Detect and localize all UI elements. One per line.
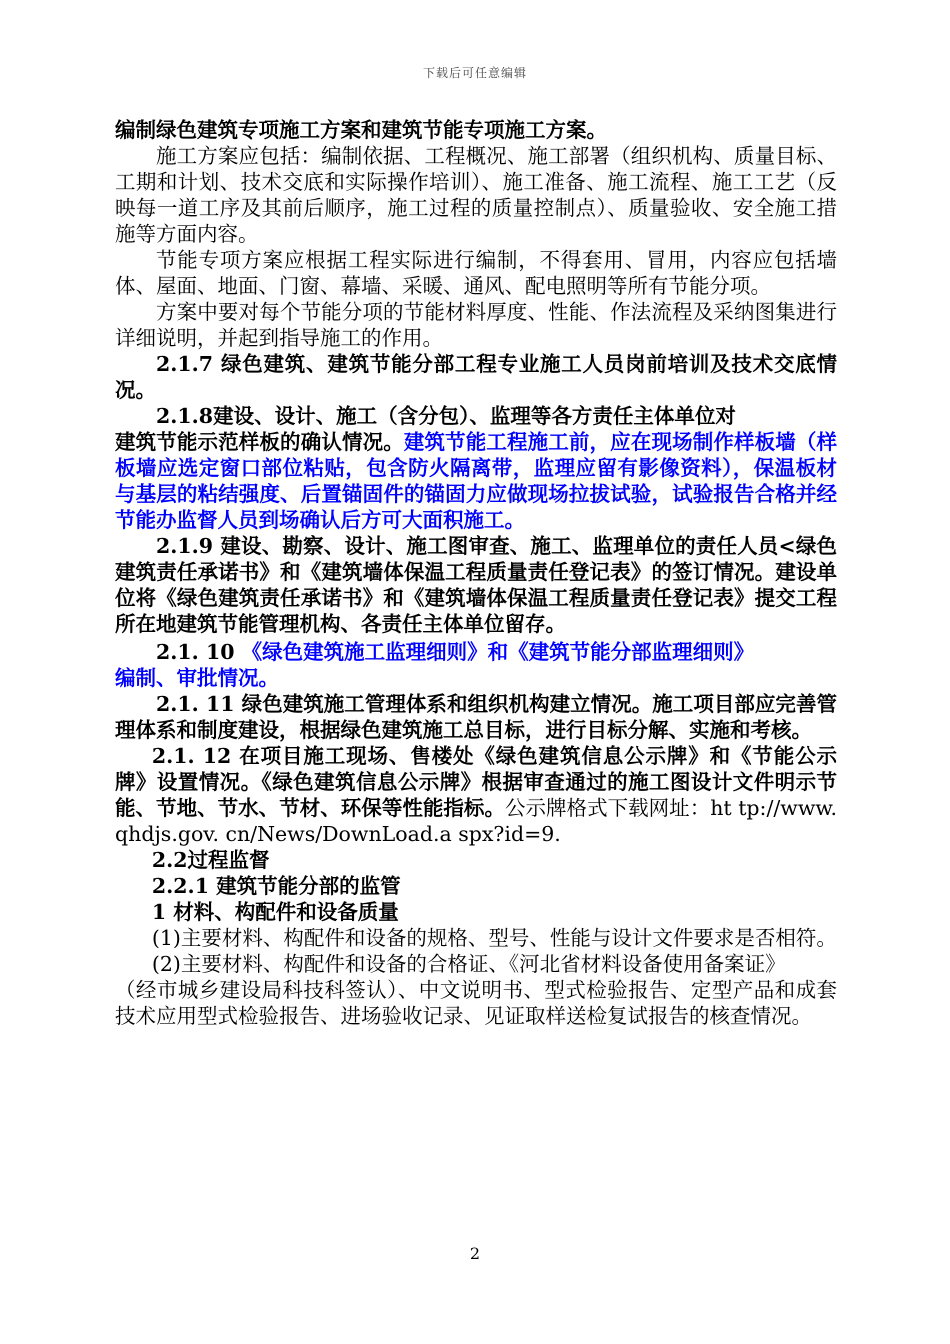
section-2-1-10-line2: 编制、审批情况。 bbox=[115, 666, 279, 690]
page-header: 下载后可任意编辑 bbox=[422, 66, 527, 80]
section-2-1-8-lead: 建筑节能示范样板的确认情况。 bbox=[115, 430, 404, 454]
item-1-specification: (1)主要材料、构配件和设备的规格、型号、性能与设计文件要求是否相符。 bbox=[151, 926, 837, 950]
paragraph-scheme-title: 编制绿色建筑专项施工方案和建筑节能专项施工方案。 bbox=[115, 118, 607, 142]
paragraph-scheme-detail: 方案中要对每个节能分项的节能材料厚度、性能、作法流程及采纳图集进行详细说明，并起到指导施工的作用。 bbox=[115, 300, 837, 350]
section-2-1-11: 2.1. 11 绿色建筑施工管理体系和组织机构建立情况。施工项目部应完善管理体系和制度建设，根据绿色建筑施工总目标，进行目标分解、实施和考核。 bbox=[115, 692, 837, 742]
section-2-1-9: 2.1.9 建设、勘察、设计、施工图审查、施工、监理单位的责任人员<绿色建筑责任承诺书》和《建筑墙体保温工程质量责任登记表》的签订情况。建设单位将《绿色建筑责任承诺书》和《建筑墙体保温工程质量责任登记表》提交工程所在地建筑节能管理机构、各责任主体单位留存。 bbox=[115, 534, 837, 636]
section-2-1-8-line1: 2.1.8建设、设计、施工（含分包）、监理等各方责任主体单位对 bbox=[156, 404, 736, 428]
section-2-2-1-title: 2.2.1 建筑节能分部的监管 bbox=[151, 874, 401, 898]
section-2-1-10-number: 2.1. 10 bbox=[156, 640, 242, 664]
document-body bbox=[115, 117, 837, 1029]
item-2-certificates-line2: （经市城乡建设局科技科签认）、中文说明书、型式检验报告、定型产品和成套技术应用型式检验报告、进场验收记录、见证取样送检复试报告的核查情况。 bbox=[115, 978, 837, 1028]
section-2-1-12-url: 公示牌格式下载网址：ht tp://www. qhdjs.gov. cn/News/DownLoad.a spx?id=9. bbox=[115, 796, 838, 846]
section-2-2-title: 2.2过程监督 bbox=[151, 848, 270, 872]
section-2-1-12-main: 2.1. 12 在项目施工现场、售楼处《绿色建筑信息公示牌》和《节能公示牌》设置情况。《绿色建筑信息公示牌》根据审查通过的施工图设计文件明示节能、节地、节水、节材、环保等性能指标。 bbox=[115, 744, 837, 820]
item-2-certificates-line1: (2)主要材料、构配件和设备的合格证、《河北省材料设备使用备案证》 bbox=[151, 952, 786, 976]
section-2-1-8-highlight: 建筑节能工程施工前，应在现场制作样板墙（样板墙应选定窗口部位粘贴，包含防火隔离带，监理应留有影像资料），保温板材与基层的粘结强度、后置锚固件的锚固力应做现场拉拔试验，试验报告合格并经节能办监督人员到场确认后方可大面积施工。 bbox=[115, 430, 838, 532]
section-2-1-10-line1 bbox=[115, 639, 837, 665]
section-2-1-7: 2.1.7 绿色建筑、建筑节能分部工程专业施工人员岗前培训及技术交底情况。 bbox=[115, 352, 837, 402]
section-2-1-8-body bbox=[115, 429, 837, 533]
page-number: 2 bbox=[469, 1244, 481, 1263]
section-2-1-10-title: 《绿色建筑施工监理细则》和《建筑节能分部监理细则》 bbox=[241, 640, 755, 664]
paragraph-scheme-content: 施工方案应包括：编制依据、工程概况、施工部署（组织机构、质量目标、工期和计划、技术交底和实际操作培训）、施工准备、施工流程、施工工艺（反映每一道工序及其前后顺序，施工过程的质量控制点）、质量验收、安全施工措施等方面内容。 bbox=[115, 144, 837, 246]
paragraph-energy-scheme: 节能专项方案应根据工程实际进行编制，不得套用、冒用，内容应包括墙体、屋面、地面、门窗、幕墙、采暖、通风、配电照明等所有节能分项。 bbox=[115, 248, 837, 298]
section-2-1-12 bbox=[115, 743, 837, 847]
subsection-materials-title: 1 材料、构配件和设备质量 bbox=[151, 900, 399, 924]
